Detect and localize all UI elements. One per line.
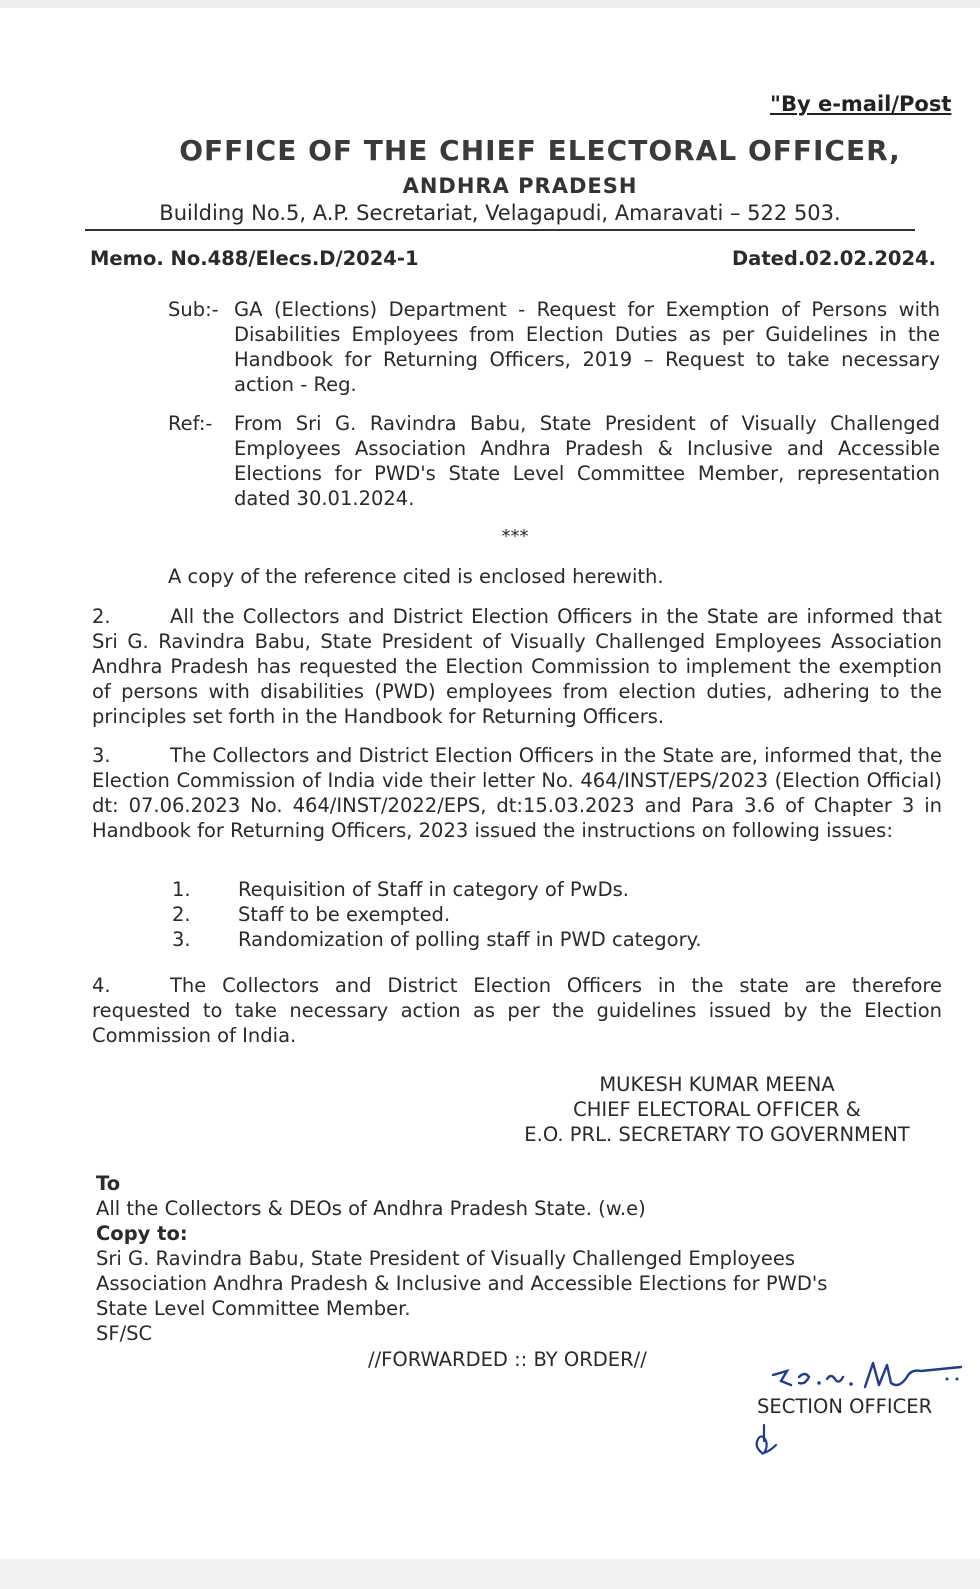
paragraph-4-text: The Collectors and District Election Officers in the state are therefore requested to take necessary action as per the guidelines issued by the Election Commission of India.: [92, 974, 942, 1047]
signatory-name: MUKESH KUMAR MEENA: [599, 1073, 835, 1096]
list-item: 1. Requisition of Staff in category of PwDs.: [172, 878, 629, 901]
copy-recipient-line-1: Sri G. Ravindra Babu, State President of Visually Challenged Employees: [96, 1247, 796, 1270]
office-title: OFFICE OF THE CHIEF ELECTORAL OFFICER,: [179, 134, 901, 167]
page-top-edge: [0, 0, 980, 8]
paragraph-4: [92, 973, 942, 1048]
subject-block: [168, 297, 940, 397]
reference-block: [168, 411, 940, 511]
signatory-designation: E.O. PRL. SECRETARY TO GOVERNMENT: [524, 1123, 910, 1146]
paragraph-2-text: All the Collectors and District Election Officers in the State are informed that Sri G. Ravindra Babu, State President of Visually Challenged Employees Association Andhra Pradesh has requested the Election Commission to implement the exemption of persons with disabilities (PWD) employees from election duties, adhering to the principles set forth in the Handbook for Returning Officers.: [92, 605, 942, 728]
copy-recipient-line-3: State Level Committee Member.: [96, 1297, 411, 1320]
issues-list: [172, 877, 702, 952]
to-recipients: All the Collectors & DEOs of Andhra Pradesh State. (w.e): [96, 1197, 646, 1220]
intro-line: A copy of the reference cited is enclosed herewith.: [168, 565, 664, 588]
memo-number: Memo. No.488/Elecs.D/2024-1: [90, 247, 419, 270]
memo-date: Dated.02.02.2024.: [731, 247, 936, 270]
subject-text: GA (Elections) Department - Request for Exemption of Persons with Disabilities Employees from Election Duties as per Guidelines in the Handbook for Returning Officers, 2019 – Request to take necessary action - Reg.: [234, 298, 940, 396]
handwritten-initial: [750, 1423, 790, 1459]
reference-text: From Sri G. Ravindra Babu, State President of Visually Challenged Employees Association Andhra Pradesh & Inclusive and Accessible Elections for PWD's State Level Committee Member, representation dated 30.01.2024.: [234, 412, 940, 510]
file-reference: SF/SC: [96, 1322, 153, 1345]
reference-label: Ref:-: [168, 412, 213, 435]
list-item: 2. Staff to be exempted.: [172, 903, 451, 926]
to-label: To: [96, 1172, 121, 1195]
section-officer-label: SECTION OFFICER: [757, 1395, 933, 1418]
forwarded-by-order: //FORWARDED :: BY ORDER//: [368, 1348, 647, 1371]
office-address: Building No.5, A.P. Secretariat, Velagapudi, Amaravati – 522 503.: [85, 201, 915, 231]
delivery-note: "By e-mail/Post: [770, 92, 952, 116]
signatory-title: CHIEF ELECTORAL OFFICER &: [573, 1098, 861, 1121]
paragraph-3-text: The Collectors and District Election Officers in the State are, informed that, the Election Commission of India vide their letter No. 464/INST/EPS/2023 (Election Official) dt: 07.06.2023 No. 464/INST/2022/EPS, dt:15.03.2023 and Para 3.6 of Chapter 3 in Handbook for Returning Officers, 2023 issued the instructions on following issues:: [92, 744, 942, 842]
page-bottom-edge: [0, 1559, 980, 1589]
paragraph-2-number: 2.: [92, 605, 111, 628]
handwritten-signature: [765, 1357, 975, 1397]
paragraph-2: [92, 604, 942, 729]
paragraph-3: [92, 743, 942, 843]
copy-recipient-line-2: Association Andhra Pradesh & Inclusive and Accessible Elections for PWD's: [96, 1272, 828, 1295]
state-name: ANDHRA PRADESH: [402, 174, 638, 198]
paragraph-4-number: 4.: [92, 974, 111, 997]
paragraph-3-number: 3.: [92, 744, 111, 767]
copy-to-label: Copy to:: [96, 1222, 188, 1245]
subject-label: Sub:-: [168, 298, 219, 321]
separator: ***: [501, 526, 529, 547]
list-item: 3. Randomization of polling staff in PWD category.: [172, 928, 702, 951]
